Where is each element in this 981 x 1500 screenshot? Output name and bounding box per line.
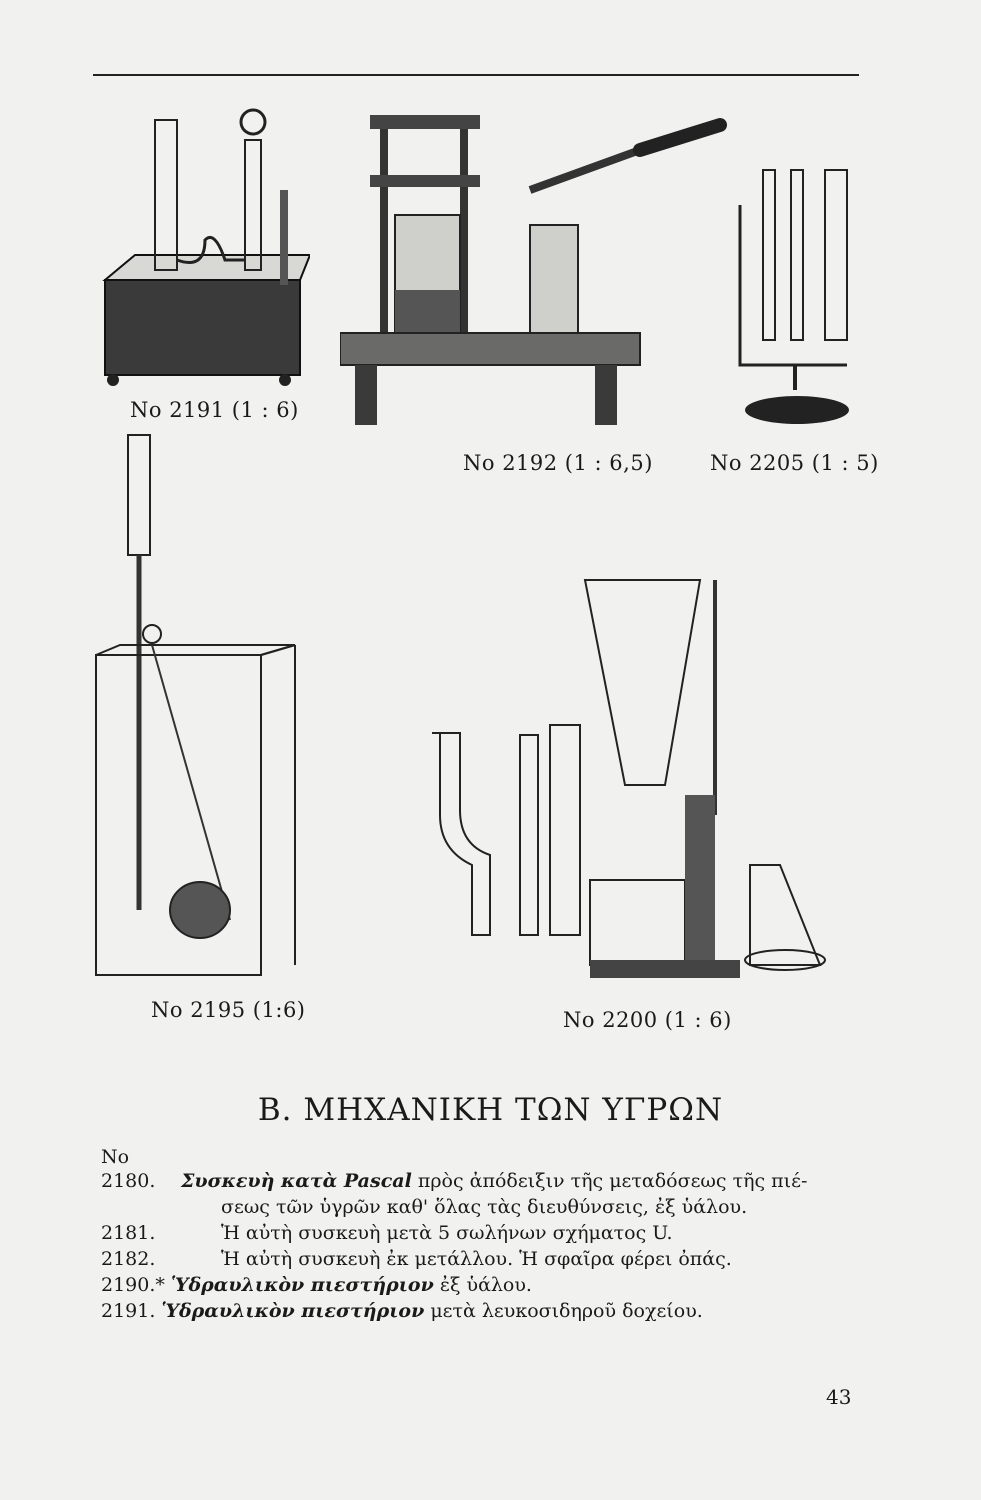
- entry-number: 2191.: [101, 1300, 156, 1322]
- entry-text: μετὰ λευκοσιδηροῦ δοχείου.: [430, 1300, 703, 1322]
- figure-2192-illustration: [340, 105, 730, 435]
- entry-2191: [101, 1298, 703, 1324]
- entry-2181: [101, 1220, 673, 1246]
- figure-2200-caption: No 2200 (1 : 6): [563, 1008, 732, 1032]
- entry-2180-continuation: σεως τῶν ὑγρῶν καθ' ὅλας τὰς διευθύνσεις, ἐξ ὑάλου.: [221, 1196, 748, 1218]
- entry-text: Ἡ αὐτὴ συσκευὴ ἐκ μετάλλου. Ἡ σφαῖρα φέρει ὀπάς.: [221, 1248, 732, 1270]
- entry-number: 2190.*: [101, 1274, 165, 1296]
- figure-2195-illustration: [90, 430, 305, 985]
- figure-2191-caption: No 2191 (1 : 6): [130, 398, 299, 422]
- entry-title: Συσκευὴ κατὰ Pascal: [181, 1170, 412, 1192]
- entry-title: Ὑδραυλικὸν πιεστήριον: [170, 1274, 434, 1296]
- entry-number: 2182.: [101, 1248, 156, 1270]
- page-number: 43: [826, 1385, 852, 1409]
- entry-text: πρὸς ἀπόδειξιν τῆς μεταδόσεως τῆς πιέ-: [417, 1170, 808, 1192]
- entry-2190: [101, 1272, 532, 1298]
- top-rule: [93, 74, 859, 76]
- figure-2191-illustration: [95, 100, 310, 390]
- entry-text: Ἡ αὐτὴ συσκευὴ μετὰ 5 σωλήνων σχήματος U.: [221, 1222, 673, 1244]
- entry-number: 2181.: [101, 1222, 156, 1244]
- column-label: No: [101, 1146, 130, 1168]
- entry-title: Ὑδραυλικὸν πιεστήριον: [161, 1300, 425, 1322]
- entry-number: 2180.: [101, 1170, 156, 1192]
- figure-2205-illustration: [735, 165, 860, 430]
- figure-2200-illustration: [430, 575, 830, 990]
- section-heading: B. ΜΗΧΑΝΙΚΗ ΤΩΝ ΥΓΡΩΝ: [257, 1092, 724, 1128]
- entry-2180: [101, 1168, 807, 1194]
- figure-2192-caption: No 2192 (1 : 6,5): [463, 451, 653, 475]
- entry-2182: [101, 1246, 732, 1272]
- figure-2205-caption: No 2205 (1 : 5): [710, 451, 879, 475]
- figure-2195-caption: No 2195 (1:6): [151, 998, 306, 1022]
- entry-text: ἐξ ὑάλου.: [439, 1274, 532, 1296]
